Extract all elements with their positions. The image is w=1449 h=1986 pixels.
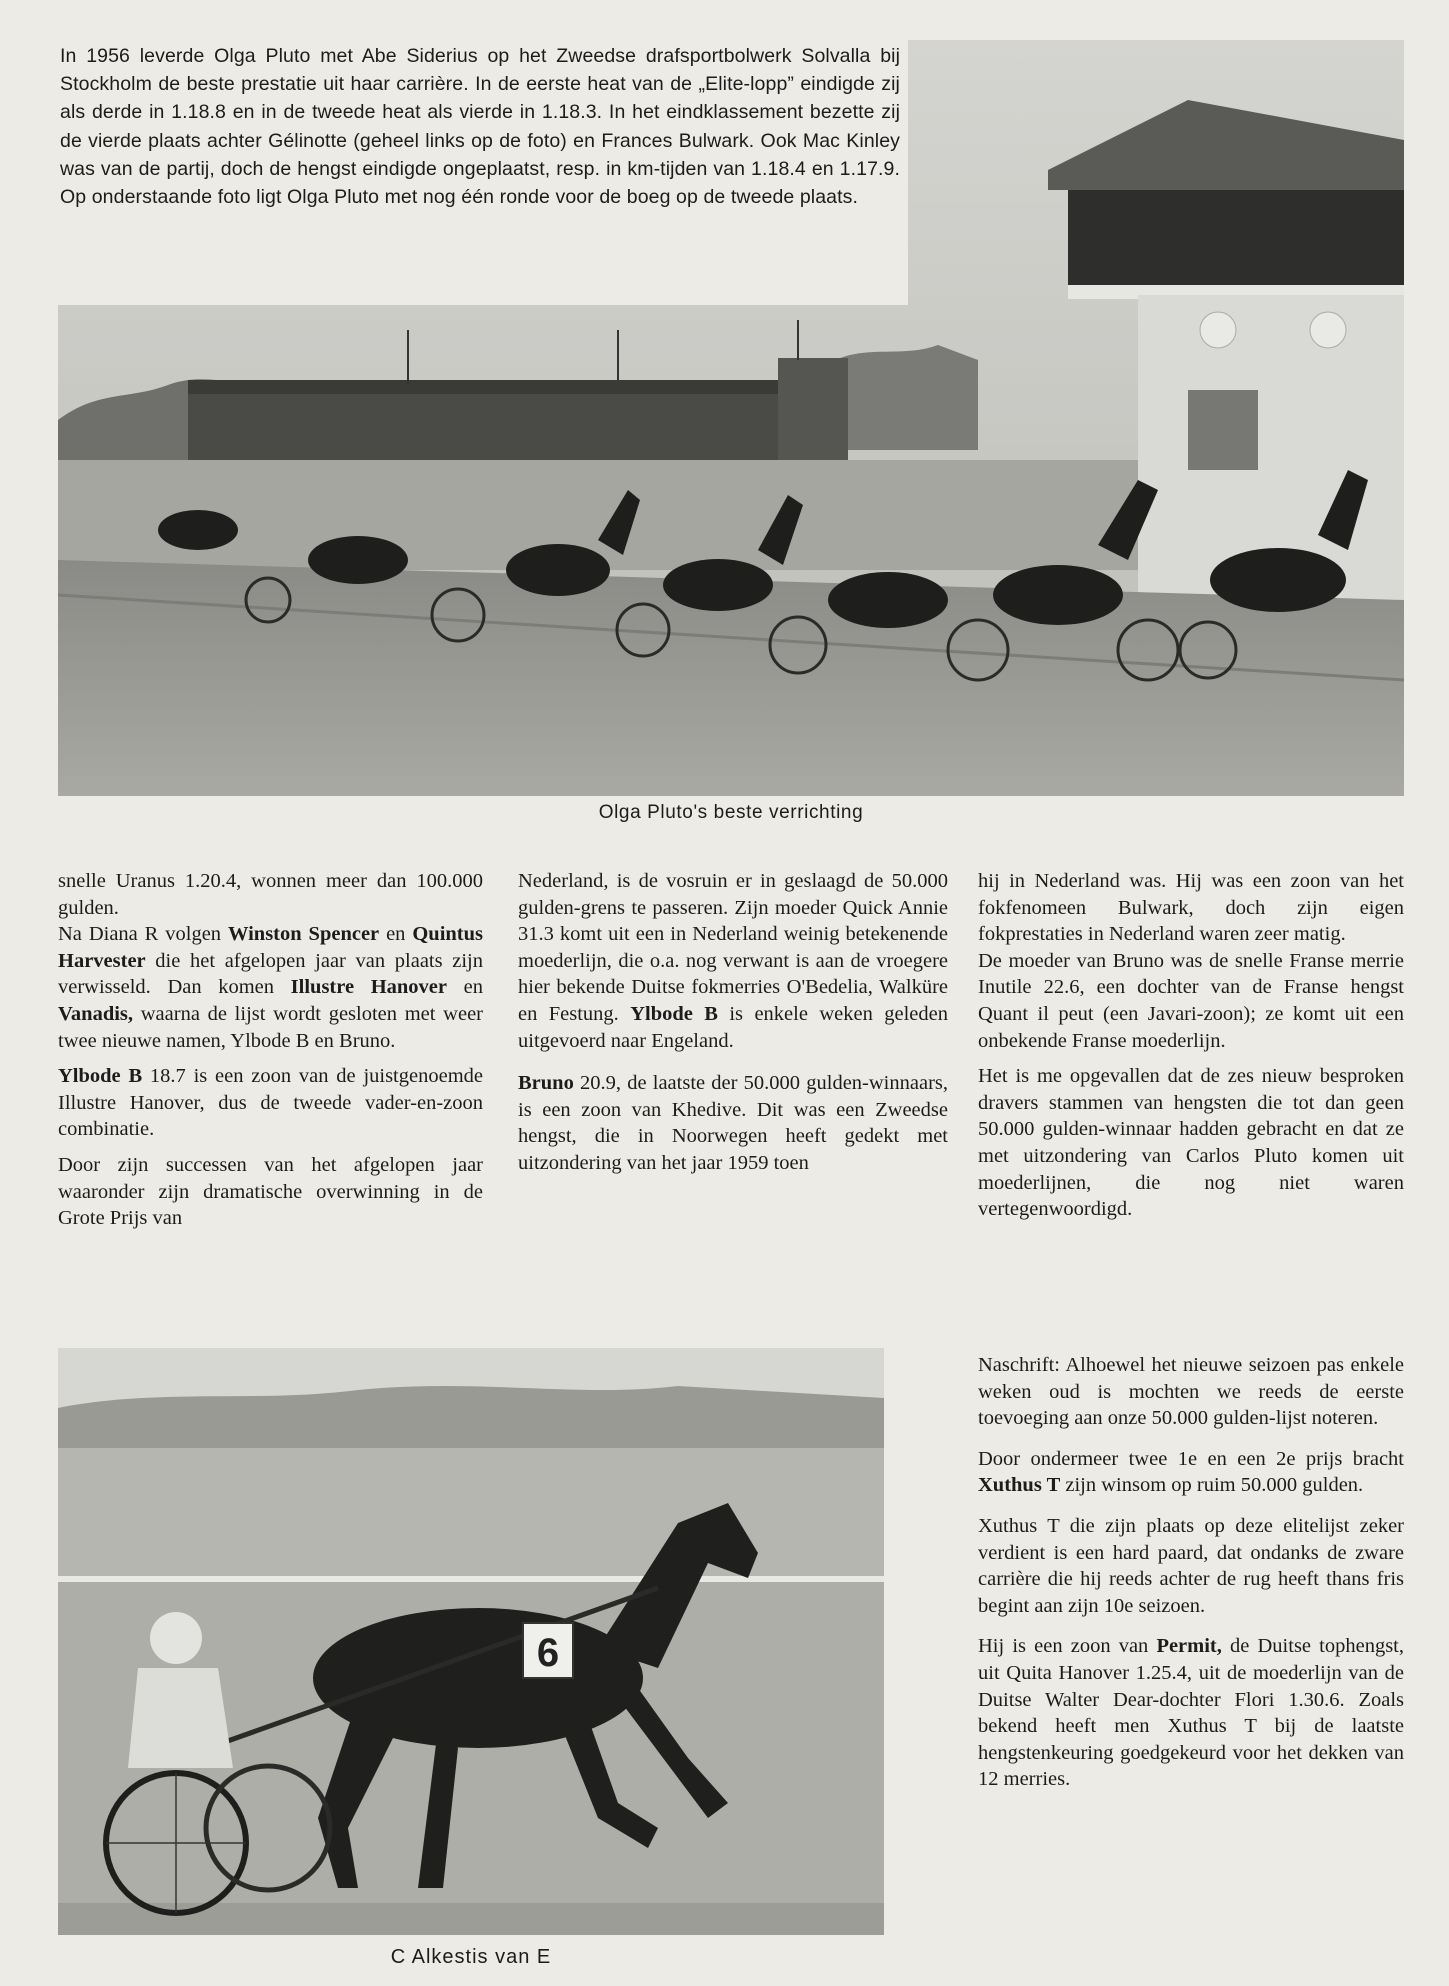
- article-column-1: [58, 868, 483, 1241]
- race-photo-caption: Olga Pluto's beste verrichting: [598, 802, 864, 823]
- naschrift-column: [978, 1352, 1404, 1807]
- article-column-2: [518, 868, 948, 1186]
- col1-paragraph-2: Na Diana R volgen Winston Spencer en Quintus Harvester die het afgelopen jaar van plaats zijn verwisseld. Dan komen Illustre Hanover en Vanadis, waarna de lijst wordt gesloten met weer twee nieuwe namen, Ylbode B en Bruno.: [58, 923, 484, 1052]
- saddle-number: 6: [536, 1631, 560, 1675]
- naschrift-paragraph-1: Naschrift: Alhoewel het nieuwe seizoen pas enkele weken oud is mochten we reeds de eerste toevoeging aan onze 50.000 gulden-lijst noteren.: [978, 1354, 1404, 1430]
- col1-paragraph-1: snelle Uranus 1.20.4, wonnen meer dan 100.000 gulden.: [58, 870, 483, 919]
- col3-paragraph-1: hij in Nederland was. Hij was een zoon van het fokfenomeen Bulwark, doch zijn eigen fokprestaties in Nederland waren zeer matig.: [978, 870, 1404, 946]
- horse-photo-caption: C Alkestis van E: [390, 1946, 552, 1968]
- col1-paragraph-3: Ylbode B 18.7 is een zoon van de juistgenoemde Illustre Hanover, dus de tweede vader-en-zoon combinatie.: [58, 1065, 483, 1141]
- horse-photo-drawing: [58, 1348, 884, 1935]
- naschrift-paragraph-4: Hij is een zoon van Permit, de Duitse tophengst, uit Quita Hanover 1.25.4, uit de moederlijn van de Duitse Walter Dear-dochter Flori 1.30.6. Zoals bekend heeft men Xuthus T bij de laatste hengstenkeuring goedgekeurd voor het dekken van 12 merries.: [978, 1635, 1405, 1791]
- col2-paragraph-1: Nederland, is de vosruin er in geslaagd de 50.000 gulden-grens te passeren. Zijn moeder Quick Annie 31.3 komt uit een in Nederland weinig betekenende moederlijn, die o.a. nog verwant is aan de vroegere hier bekende Duitse fokmerries O'Bedelia, Walküre en Festung. Ylbode B is enkele weken geleden uitgevoerd naar Engeland.: [518, 870, 948, 1052]
- intro-text-visible: In 1956 leverde Olga Pluto met Abe Siderius op het Zweedse drafsportbolwerk Solvalla bij Stockholm de beste prestatie uit haar carrière. In de eerste heat van de „Elite-lopp” eindigde zij als derde in 1.18.8 en in de tweede heat als vierde in 1.18.3. In het eindklassement bezette zij de vierde plaats achter Gélinotte (geheel links op de foto) en Frances Bulwark. Ook Mac Kinley was van de partij, doch de hengst eindigde ongeplaatst, resp. in km-tijden van 1.18.4 en 1.17.9. Op onderstaande foto ligt Olga Pluto met nog één ronde voor de boeg op de tweede plaats.: [60, 45, 900, 209]
- naschrift-paragraph-3: Xuthus T die zijn plaats op deze elitelijst zeker verdient is een hard paard, dat ondanks de zware carrière die hij reeds achter de rug heeft thans fris begint aan zijn 10e seizoen.: [978, 1514, 1404, 1617]
- col2-paragraph-2: Bruno 20.9, de laatste der 50.000 gulden-winnaars, is een zoon van Khedive. Dit was een Zweedse hengst, die in Noorwegen heeft gedekt met uitzondering van het jaar 1959 toen: [518, 1072, 948, 1174]
- article-column-3: [978, 868, 1404, 1232]
- col3-paragraph-3: Het is me opgevallen dat de zes nieuw besproken dravers stammen van hengsten die tot dan geen 50.000 gulden-winnaar hadden gebracht en dat ze met uitzondering van Carlos Pluto komen uit moederlijnen, die nog niet waren vertegenwoordigd.: [978, 1065, 1404, 1221]
- col3-paragraph-2: De moeder van Bruno was de snelle Franse merrie Inutile 22.6, een dochter van de Franse hengst Quant il peut (een Javari-zoon); ze komt uit een onbekende Franse moederlijn.: [978, 949, 1404, 1052]
- col1-paragraph-4: Door zijn successen van het afgelopen jaar waaronder zijn dramatische overwinning in de Grote Prijs van: [58, 1153, 483, 1230]
- naschrift-paragraph-2: Door ondermeer twee 1e en een 2e prijs bracht Xuthus T zijn winsom op ruim 50.000 gulden.: [978, 1447, 1404, 1497]
- horse-photo: [58, 1348, 884, 1935]
